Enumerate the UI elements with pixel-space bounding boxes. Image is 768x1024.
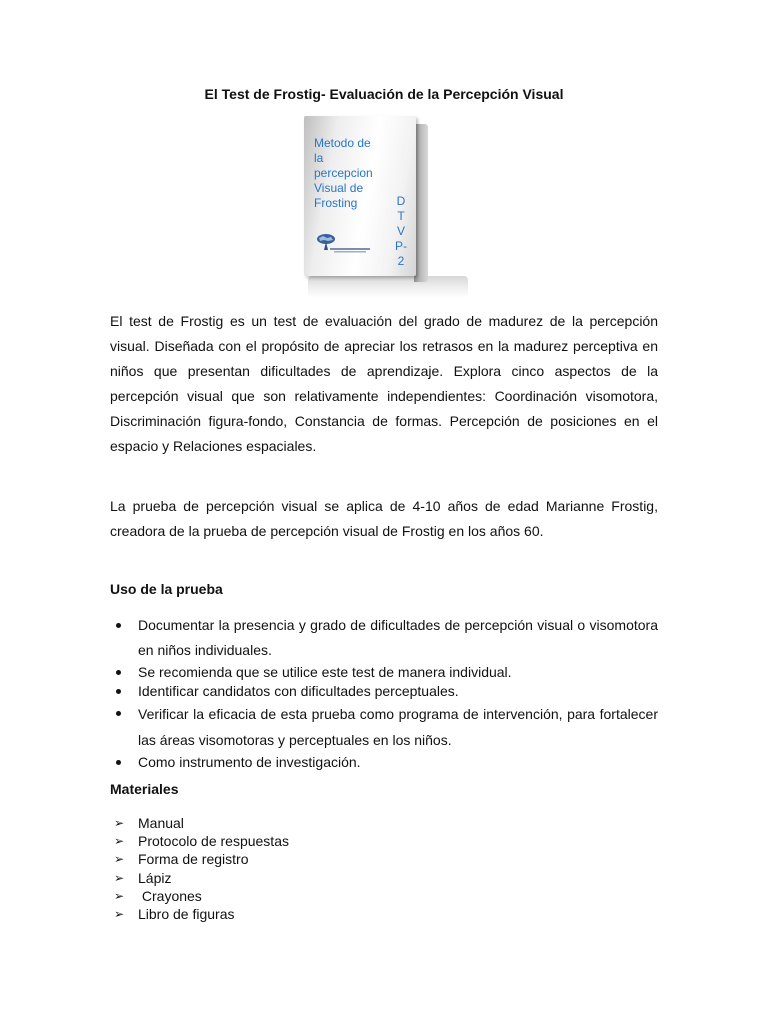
arrowhead-bullet-icon: ➢ — [114, 852, 125, 867]
list-item-text: Identificar candidatos con dificultades perceptuales. — [138, 683, 459, 699]
list-item-text: Forma de registro — [138, 851, 249, 868]
list-item-text: Protocolo de respuestas — [138, 833, 289, 850]
intro-paragraph: El test de Frostig es un test de evaluación del grado de madurez de la percepción visual. Diseñada con el propósito de apreciar los retrasos en la madurez perceptiva en niños que presentan dificultades de aprendizaje. Explora cinco aspectos de la percepción visual que son relativamente independientes: Coordinación visomotora, Discriminación figura-fondo, Constancia de formas. Percepción de posiciones en el espacio y Relaciones espaciales. — [110, 313, 658, 454]
bullet-icon — [116, 689, 121, 694]
uso-heading: Uso de la prueba — [110, 581, 223, 597]
list-item-text: Se recomienda que se utilice este test de manera individual. — [138, 664, 512, 680]
materiales-list — [110, 814, 289, 923]
list-item — [110, 701, 658, 753]
list-item — [110, 753, 658, 772]
list-item-text: Crayones — [138, 887, 202, 904]
book-cover-code-line: 2 — [397, 254, 405, 268]
bullet-icon — [116, 711, 121, 716]
list-item-text: Manual — [138, 815, 184, 831]
list-item-text: Verificar la eficacia de esta prueba como programa de intervención, para fortalecer las áreas visomotoras y perceptuales en los niños. — [138, 706, 658, 748]
age-paragraph: La prueba de percepción visual se aplica de 4-10 años de edad Marianne Frostig, creadora de la prueba de percepción visual de Frostig en los años 60. — [110, 498, 658, 539]
arrowhead-bullet-icon: ➢ — [114, 907, 125, 922]
list-item — [110, 869, 289, 887]
globe-logo-icon — [314, 232, 374, 254]
materiales-heading: Materiales — [110, 781, 179, 797]
book-cover-title-line: percepcion — [314, 166, 373, 180]
bullet-icon — [116, 623, 121, 628]
arrowhead-bullet-icon: ➢ — [114, 816, 125, 830]
book-cover-code-line: D — [396, 194, 406, 208]
list-item-text: Libro de figuras — [138, 906, 235, 923]
bullet-icon — [116, 760, 121, 765]
list-item — [110, 850, 289, 868]
book-cover-code-line: T — [397, 209, 405, 223]
book-spine — [414, 124, 428, 282]
book-cover-code-line: V — [396, 224, 405, 238]
book-cover-title-line: la — [314, 151, 324, 165]
document-title: El Test de Frostig- Evaluación de la Percepción Visual — [204, 86, 564, 102]
list-item — [110, 814, 289, 832]
book-cover-title-line: Visual de — [314, 181, 364, 195]
list-item-text: Lápiz — [138, 869, 172, 886]
list-item — [110, 682, 658, 701]
arrowhead-bullet-icon: ➢ — [114, 888, 125, 903]
list-item-text: Como instrumento de investigación. — [138, 754, 361, 770]
bullet-icon — [116, 670, 121, 675]
list-item — [110, 613, 658, 663]
book-cover-code-line: P- — [395, 239, 407, 253]
book-front-cover — [304, 116, 416, 276]
list-item — [110, 905, 289, 923]
list-item — [110, 663, 658, 682]
book-cover-title-line: Frosting — [314, 196, 358, 210]
book-cover-image — [298, 116, 470, 300]
book-shadow — [308, 276, 468, 298]
list-item — [110, 832, 289, 850]
list-item-text: Documentar la presencia y grado de dificultades de percepción visual o visomotora en niños individuales. — [138, 617, 658, 658]
book-cover-title — [314, 136, 394, 211]
list-item — [110, 887, 289, 905]
uso-list — [110, 613, 658, 772]
arrowhead-bullet-icon: ➢ — [114, 834, 125, 849]
book-cover-code — [392, 194, 410, 269]
arrowhead-bullet-icon: ➢ — [114, 870, 125, 885]
book-cover-title-line: Metodo de — [314, 136, 371, 150]
